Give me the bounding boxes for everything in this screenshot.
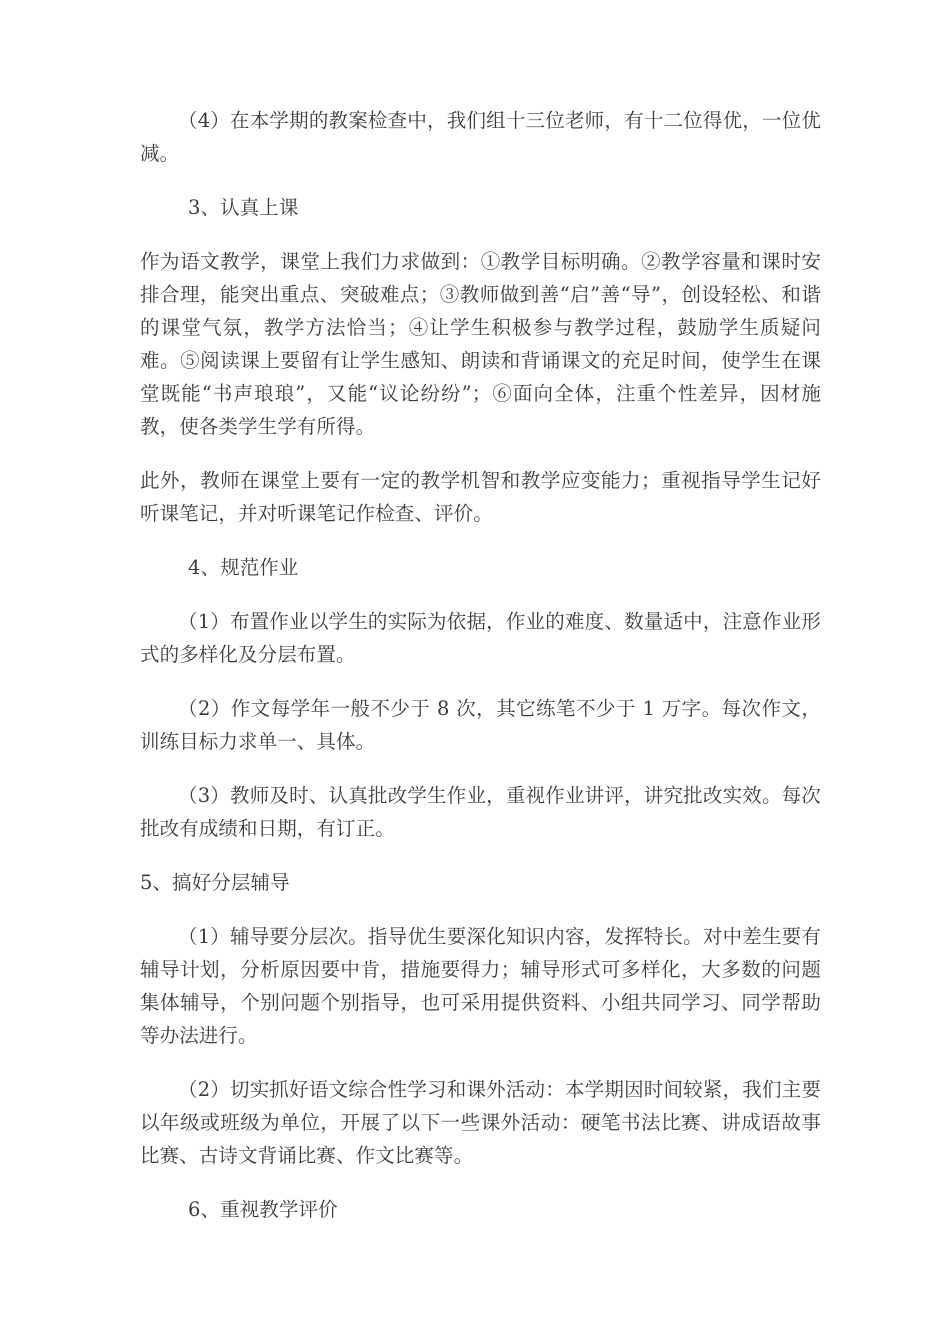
paragraph-teaching-wit-and-notes: 此外，教师在课堂上要有一定的教学机智和教学应变能力；重视指导学生记好听课笔记，并对听课笔记作检查、评价。	[140, 469, 821, 525]
paragraph-item-1-tutoring-levels: （1）辅导要分层次。指导优生要深化知识内容，发挥特长。对中差生要有辅导计划，分析原因要中肯，措施要得力；辅导形式可多样化，大多数的问题集体辅导，个别问题个别指导，也可采用提供资料、小组共同学习、同学帮助等办法进行。	[140, 925, 821, 1047]
paragraph-item-3-homework-correction: （3）教师及时、认真批改学生作业，重视作业讲评，讲究批改实效。每次批改有成绩和日期，有订正。	[140, 784, 821, 840]
heading-4-standardized-homework: 4、规范作业	[188, 556, 299, 579]
heading-3-serious-teaching: 3、认真上课	[188, 196, 299, 219]
paragraph-item-2-extracurricular-activities: （2）切实抓好语文综合性学习和课外活动：本学期因时间较紧，我们主要以年级或班级为单位，开展了以下一些课外活动：硬笔书法比赛、讲成语故事比赛、古诗文背诵比赛、作文比赛等。	[140, 1078, 821, 1167]
paragraph-item-4-lesson-plan-check: （4）在本学期的教案检查中，我们组十三位老师，有十二位得优，一位优减。	[140, 109, 821, 165]
paragraph-item-2-composition-frequency: （2）作文每学年一般不少于 8 次，其它练笔不少于 1 万字。每次作文，训练目标力求单一、具体。	[140, 697, 821, 753]
document-text-body	[140, 104, 821, 1226]
paragraph-classroom-goals: 作为语文教学，课堂上我们力求做到：①教学目标明确。②教学容量和课时安排合理，能突出重点、突破难点；③教师做到善“启”善“导”，创设轻松、和谐的课堂气氛，教学方法恰当；④让学生积极参与教学过程，鼓励学生质疑问难。⑤阅读课上要留有让学生感知、朗读和背诵课文的充足时间，使学生在课堂既能“书声琅琅”，又能“议论纷纷”；⑥面向全体，注重个性差异，因材施教，使各类学生学有所得。	[140, 250, 821, 438]
heading-5-layered-tutoring: 5、搞好分层辅导	[140, 871, 290, 894]
paragraph-item-1-homework-assignment: （1）布置作业以学生的实际为依据，作业的难度、数量适中，注意作业形式的多样化及分层布置。	[140, 610, 821, 666]
heading-6-teaching-evaluation: 6、重视教学评价	[188, 1198, 338, 1221]
